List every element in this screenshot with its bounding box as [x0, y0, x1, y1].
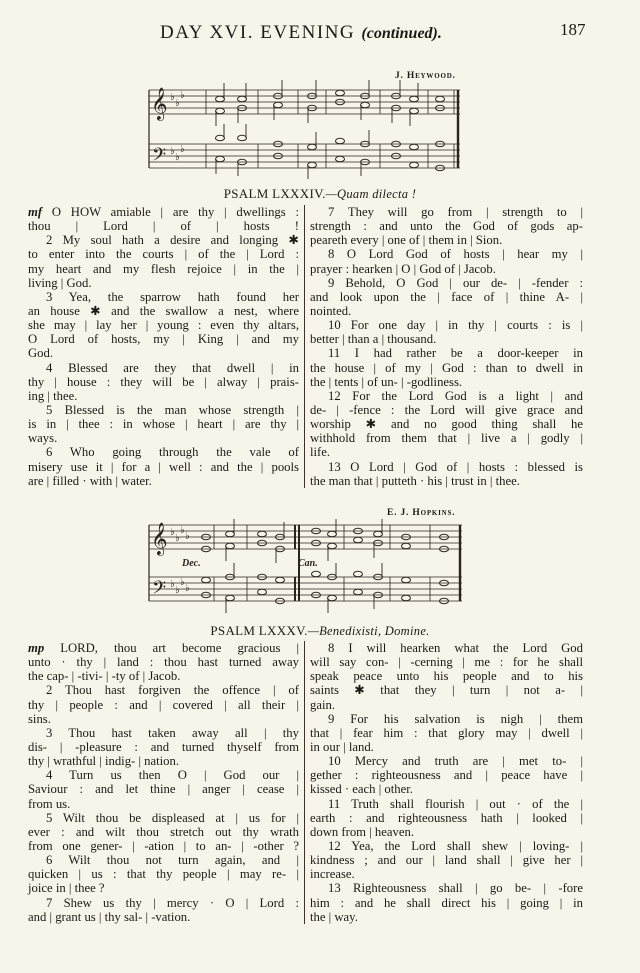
verse-text: 7 They will go from | strength to |	[328, 205, 583, 219]
verse-text: the | tents | of un- | -godliness.	[310, 374, 463, 389]
svg-text:𝄢: 𝄢	[152, 145, 167, 170]
composer-credit-1: J. Heywood.	[395, 71, 456, 81]
verse-text: prayer : hearken | O | God of | Jacob.	[310, 261, 496, 276]
verse-line	[310, 460, 583, 474]
verse-line	[28, 655, 299, 669]
verse-text: an house ✱ and the swallow a nest, where	[28, 303, 299, 318]
verse-text: 10 For one day | in thy | courts : is |	[328, 318, 583, 333]
page-title	[160, 22, 442, 44]
verse-text: gain.	[310, 697, 336, 712]
verse-line	[310, 276, 583, 290]
verse-line	[310, 262, 583, 276]
verse-text: dis- | -pleasure : and turned thyself from	[28, 739, 299, 754]
column-rule-1	[304, 205, 305, 488]
verse-line	[310, 431, 583, 445]
verse-line	[310, 219, 583, 233]
verse-text: life.	[310, 445, 331, 460]
verse-line	[310, 669, 583, 683]
verse-text: speak peace unto his people and to his	[310, 669, 583, 684]
verse-line	[310, 683, 583, 697]
svg-text:♭: ♭	[180, 577, 185, 588]
verse-line	[28, 896, 299, 910]
verse-line	[310, 375, 583, 389]
verse-line	[310, 853, 583, 867]
svg-text:𝄞: 𝄞	[151, 87, 168, 120]
svg-text:♭: ♭	[175, 533, 180, 544]
verse-line	[310, 247, 583, 261]
verse-line	[28, 417, 299, 431]
verse-line	[310, 867, 583, 881]
verse-text: quicken | us : that thy people | may re- |	[28, 867, 299, 882]
verse-text: she may | lay her | young : even thy altars,	[28, 318, 299, 333]
cantoris-label: Can.	[298, 558, 318, 569]
dynamic-mark: mp	[28, 641, 45, 655]
verse-line	[28, 797, 299, 811]
verse-text: increase.	[310, 867, 355, 882]
svg-text:♭: ♭	[175, 98, 180, 109]
verse-text: the cap- | -tivi- | -ty of | Jacob.	[28, 669, 181, 684]
title-italic: (continued).	[361, 25, 442, 42]
verse-line	[28, 698, 299, 712]
verse-line	[310, 839, 583, 853]
verse-text: 7 Shew us thy | mercy · O | Lord :	[46, 895, 299, 910]
verse-text: ing | thee.	[28, 388, 78, 403]
verse-line	[310, 698, 583, 712]
verse-text: the | way.	[310, 909, 358, 924]
verse-text: thou | Lord | of | hosts !	[28, 219, 299, 234]
svg-text:♭: ♭	[180, 144, 185, 155]
psalm-84-left-column	[28, 205, 299, 488]
verse-line	[28, 641, 299, 655]
verse-text: de- | -fence : the Lord will give grace and	[310, 402, 583, 417]
verse-line	[28, 219, 299, 233]
psalm-84-title: PSALM LXXXIV.	[223, 186, 326, 201]
verse-text: unto · thy | land : thou hast turned away	[28, 655, 299, 670]
verse-text: Saviour : and let thine | anger | cease |	[28, 782, 299, 797]
verse-text: gether : righteousness and | peace have |	[310, 768, 583, 783]
verse-line	[310, 881, 583, 895]
svg-text:♭: ♭	[170, 146, 175, 157]
verse-text: 8 O Lord God of hosts | hear my |	[328, 247, 583, 262]
verse-line	[310, 205, 583, 219]
verse-text: in our | land.	[310, 739, 374, 754]
psalm-85-heading	[0, 623, 640, 639]
verse-text: 3 Thou hast taken away all | thy	[46, 725, 299, 740]
verse-line	[310, 403, 583, 417]
verse-line	[310, 726, 583, 740]
verse-text: is in | thee : in whose | heart | are thy |	[28, 417, 299, 432]
verse-line	[310, 417, 583, 431]
verse-line	[310, 389, 583, 403]
verse-line	[310, 797, 583, 811]
verse-text: misery use it | for a | well : and the | pools	[28, 459, 299, 474]
verse-line	[28, 304, 299, 318]
verse-line	[28, 712, 299, 726]
verse-text: are | filled · with | water.	[28, 473, 152, 488]
verse-text: my heart and my flesh rejoice | in the |	[28, 261, 299, 276]
verse-line	[28, 445, 299, 459]
verse-text: and | grant us | thy sal- | -vation.	[28, 909, 191, 924]
verse-text: 5 Wilt thou be displeased at | us for |	[46, 810, 299, 825]
verse-line	[28, 754, 299, 768]
svg-text:♭: ♭	[185, 531, 190, 542]
verse-text: 4 Turn us then O | God our |	[46, 768, 299, 783]
composer-credit-2: E. J. Hopkins.	[387, 508, 456, 518]
decani-label: Dec.	[182, 558, 201, 569]
verse-line	[28, 460, 299, 474]
verse-text: saints ✱ that they | turn | not a- |	[310, 683, 583, 698]
verse-text: ever : and wilt thou stretch out thy wrath	[28, 824, 299, 839]
verse-line	[28, 683, 299, 697]
verse-text: thy | wrathful | indig- | nation.	[28, 754, 180, 769]
verse-line	[28, 881, 299, 895]
verse-text: joice in | thee ?	[28, 881, 105, 896]
psalm-85-title: PSALM LXXXV.	[210, 623, 308, 638]
title-main: DAY XVI. EVENING	[160, 22, 356, 43]
verse-text: peareth every | one of | them in | Sion.	[310, 233, 503, 248]
verse-line	[28, 867, 299, 881]
verse-text: kissed · each | other.	[310, 782, 413, 797]
verse-line	[310, 445, 583, 459]
verse-line	[28, 233, 299, 247]
verse-text: sins.	[28, 711, 51, 726]
verse-line	[310, 811, 583, 825]
verse-text: 11 I had rather be a door-keeper in	[328, 346, 583, 361]
verse-text: kindness ; and our | land shall | give her |	[310, 853, 583, 868]
verse-text: 4 Blessed are they that dwell | in	[46, 360, 299, 375]
verse-line	[28, 726, 299, 740]
verse-text: 13 O Lord | God of | hosts : blessed is	[328, 459, 583, 474]
verse-line	[310, 896, 583, 910]
svg-text:♭: ♭	[175, 152, 180, 163]
verse-line	[310, 712, 583, 726]
verse-line	[28, 669, 299, 683]
svg-text:♭: ♭	[180, 90, 185, 101]
verse-text: thy | house : they will be | alway | prais-	[28, 374, 299, 389]
verse-line	[28, 361, 299, 375]
verse-line	[310, 754, 583, 768]
verse-text: living | God.	[28, 275, 92, 290]
psalm-85-right-column	[310, 641, 583, 924]
svg-text:♭: ♭	[180, 525, 185, 536]
verse-text: the man that | putteth · his | trust in | thee.	[310, 473, 520, 488]
verse-line	[28, 910, 299, 924]
verse-line	[28, 839, 299, 853]
verse-text: 10 Mercy and truth are | met to- |	[328, 754, 583, 769]
verse-text: 11 Truth shall flourish | out · of the |	[328, 796, 583, 811]
verse-text: better | than a | thousand.	[310, 332, 437, 347]
verse-text: 5 Blessed is the man whose strength |	[46, 402, 299, 417]
verse-text: him : and he shall direct his | going | in	[310, 895, 583, 910]
verse-text: from one gener- | -ation | to an- | -other ?	[28, 838, 299, 853]
verse-text: 6 Wilt thou not turn again, and |	[46, 853, 299, 868]
dynamic-mark: mf	[28, 205, 43, 219]
verse-text: to enter into the courts | of the | Lord :	[28, 247, 299, 262]
verse-text: will say con- | -cerning | me : for he shall	[310, 655, 583, 670]
verse-text: withhold from them that | live a | godly |	[310, 431, 583, 446]
verse-line	[28, 262, 299, 276]
svg-text:𝄢: 𝄢	[152, 578, 167, 603]
svg-text:♭: ♭	[170, 579, 175, 590]
verse-line	[310, 768, 583, 782]
verse-text: 13 Righteousness shall | go be- | -fore	[328, 881, 583, 896]
verse-line	[28, 375, 299, 389]
svg-text:♭: ♭	[185, 583, 190, 594]
verse-line	[310, 361, 583, 375]
verse-line	[310, 233, 583, 247]
verse-text: that | fear him : that glory may | dwell |	[310, 725, 583, 740]
page-number: 187	[560, 20, 586, 39]
verse-text: 3 Yea, the sparrow hath found her	[46, 289, 299, 304]
verse-text: 2 My soul hath a desire and longing ✱	[46, 233, 299, 248]
verse-line	[28, 825, 299, 839]
verse-text: down from | heaven.	[310, 824, 415, 839]
verse-line	[28, 205, 299, 219]
verse-text: O HOW amiable | are thy | dwellings :	[42, 205, 299, 219]
verse-line	[28, 740, 299, 754]
verse-line	[310, 655, 583, 669]
verse-text: and look upon the | face of | thine A- |	[310, 289, 583, 304]
verse-text: nointed.	[310, 303, 352, 318]
column-rule-2	[304, 641, 305, 924]
verse-text: earth : and righteousness hath | looked |	[310, 810, 583, 825]
verse-line	[28, 853, 299, 867]
verse-text: 6 Who going through the vale of	[46, 445, 299, 460]
verse-line	[28, 403, 299, 417]
verse-text: 8 I will hearken what the Lord God	[328, 641, 583, 655]
verse-text: 9 Behold, O God | our de- | -fender :	[328, 275, 583, 290]
verse-text: 2 Thou hast forgiven the offence | of	[46, 683, 299, 698]
verse-text: strength : and unto the God of gods ap-	[310, 219, 583, 234]
chant-score-1	[140, 80, 470, 180]
verse-line	[310, 825, 583, 839]
verse-line	[28, 290, 299, 304]
verse-text: worship ✱ and no good thing shall he	[310, 417, 583, 432]
verse-line	[310, 332, 583, 346]
svg-text:𝄞: 𝄞	[151, 522, 168, 555]
verse-text: the house | of my | God : than to dwell in	[310, 360, 583, 375]
verse-line	[28, 782, 299, 796]
verse-line	[28, 318, 299, 332]
running-header	[0, 22, 640, 46]
verse-text: LORD, thou art become gracious |	[44, 641, 299, 655]
verse-line	[310, 641, 583, 655]
verse-line	[28, 811, 299, 825]
psalm-85-left-column	[28, 641, 299, 924]
verse-line	[28, 346, 299, 360]
verse-line	[310, 318, 583, 332]
verse-text: 12 For the Lord God is a light | and	[328, 388, 583, 403]
psalm-85-subtitle: —Benedixisti, Domine.	[307, 624, 430, 638]
svg-text:♭: ♭	[170, 92, 175, 103]
verse-text: God.	[28, 346, 54, 361]
verse-text: ways.	[28, 431, 58, 446]
verse-line	[310, 740, 583, 754]
psalm-84-subtitle: —Quam dilecta !	[325, 187, 417, 201]
psalm-84-heading	[0, 186, 640, 202]
verse-line	[310, 782, 583, 796]
verse-line	[310, 346, 583, 360]
verse-line	[28, 389, 299, 403]
verse-line	[28, 474, 299, 488]
verse-line	[310, 910, 583, 924]
verse-line	[28, 332, 299, 346]
verse-line	[310, 290, 583, 304]
verse-line	[310, 304, 583, 318]
verse-text: thy | people : and | covered | all their |	[28, 697, 299, 712]
verse-text: 12 Yea, the Lord shall shew | loving- |	[328, 838, 583, 853]
svg-text:♭: ♭	[175, 585, 180, 596]
verse-text: O Lord of hosts, my | King | and my	[28, 332, 299, 347]
verse-line	[28, 768, 299, 782]
verse-line	[28, 247, 299, 261]
verse-text: 9 For his salvation is nigh | them	[328, 711, 583, 726]
verse-line	[28, 431, 299, 445]
svg-text:♭: ♭	[170, 527, 175, 538]
verse-line	[310, 474, 583, 488]
verse-line	[28, 276, 299, 290]
verse-text: from us.	[28, 796, 71, 811]
chant-score-2	[140, 517, 470, 617]
psalm-84-right-column	[310, 205, 583, 488]
